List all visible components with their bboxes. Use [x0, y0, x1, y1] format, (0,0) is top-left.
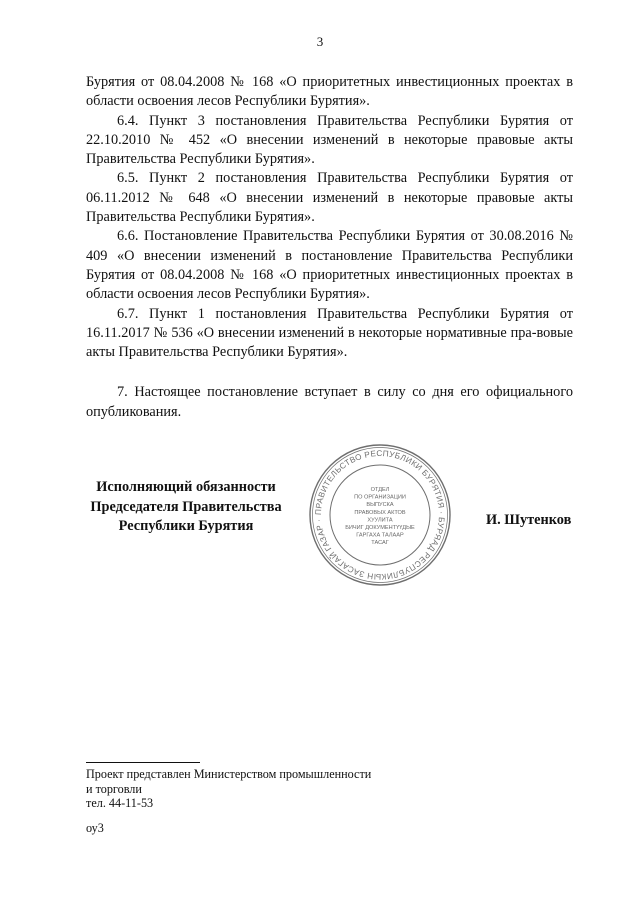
seal-center-text: ГАРГАХА ТАЛААР — [356, 532, 404, 539]
seal-center-text: ПРАВОВЫХ АКТОВ — [354, 509, 406, 516]
document-code: оу3 — [86, 821, 104, 835]
footnote-line: Проект представлен Министерством промышленности — [86, 767, 372, 781]
seal-center-text: ОТДЕЛ — [370, 487, 390, 493]
page-number: 3 — [316, 34, 324, 49]
seal-center-text: ХУУЛИТА — [367, 517, 393, 524]
document-body — [86, 73, 573, 422]
footnote-line: тел. 44-11-53 — [86, 796, 154, 811]
signatory-title — [80, 478, 292, 537]
paragraph-continuation: Бурятия от 08.04.2008 № 168 «О приоритетных инвестиционных проектах в области освоения лесов Республики Бурятия». — [86, 74, 573, 110]
signatory-title-line: Исполняющий обязанности — [96, 479, 276, 495]
footnote — [86, 767, 371, 811]
paragraph-6-4: 6.4. Пункт 3 постановления Правительства Республики Бурятия от 22.10.2010 № 452 «О внесении изменений в некоторые правовые акты Правительства Республики Бурятия». — [86, 112, 573, 168]
signatory-title-line: Председателя Правительства — [90, 498, 282, 515]
footnote-divider — [86, 762, 200, 763]
signatory-name: И. Шутенков — [486, 512, 572, 528]
paragraph-7: 7. Настоящее постановление вступает в силу со дня его официального опубликования. — [86, 384, 573, 420]
seal-center-text: ПО ОРГАНИЗАЦИИ — [354, 494, 406, 501]
svg-text:ПРАВИТЕЛЬСТВО РЕСПУБЛИКИ БУРЯТ: ПРАВИТЕЛЬСТВО РЕСПУБЛИКИ БУРЯТИЯ · БУРЯАД РЕСПУБЛИКЫН ЗАСАГАЙ ГАЗАР · — [313, 448, 447, 582]
seal-center-text: БИЧИГ ДОКУМЕНТҮҮДЫЕ — [345, 525, 415, 531]
footnote-line: и торговли — [86, 781, 142, 796]
paragraph-6-7: 6.7. Пункт 1 постановления Правительства Республики Бурятия от 16.11.2017 № 536 «О внесении изменений в некоторые нормативные пра-вовые акты Правительства Республики Бурятия». — [86, 305, 573, 361]
paragraph-6-5: 6.5. Пункт 2 постановления Правительства Республики Бурятия от 06.11.2012 № 648 «О внесении изменений в некоторые правовые акты Правительства Республики Бурятия». — [86, 170, 573, 226]
signatory-title-line: Республики Бурятия — [118, 518, 254, 534]
seal-center-text: ВЫПУСКА — [366, 502, 394, 509]
paragraph-6-6: 6.6. Постановление Правительства Республики Бурятия от 30.08.2016 № 409 «О внесении изменений в постановление Правительства Республики Бурятия от 08.04.2008 № 168 «О приоритетных инвестиционных проектах в области освоения лесов Республики Бурятия». — [86, 228, 573, 303]
official-seal-stamp — [304, 440, 456, 590]
seal-center-text: ТАСАГ — [371, 540, 389, 547]
